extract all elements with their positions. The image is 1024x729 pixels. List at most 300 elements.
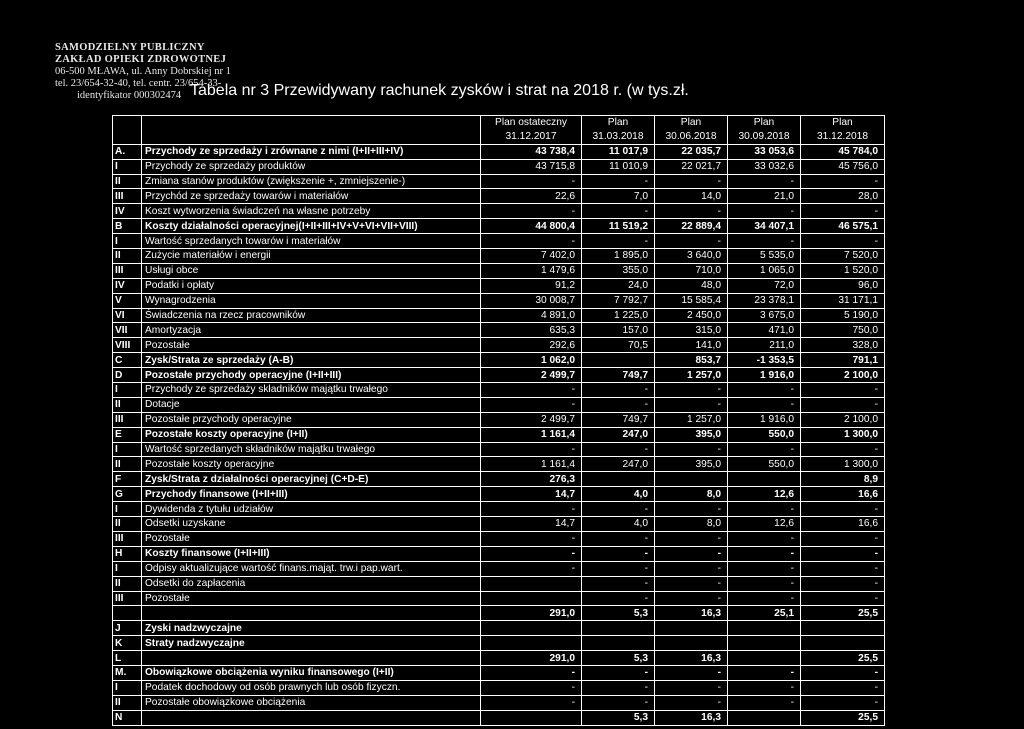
row-value: -	[582, 383, 655, 398]
row-number: I	[113, 159, 142, 174]
row-number: G	[113, 487, 142, 502]
row-value: -	[801, 695, 885, 710]
row-number: II	[113, 174, 142, 189]
row-value: 22 035,7	[655, 144, 728, 159]
column-header: Plan	[655, 116, 728, 130]
row-value: -	[728, 204, 801, 219]
row-value: 16,6	[801, 487, 885, 502]
row-value: 5 535,0	[728, 249, 801, 264]
row-value: -	[655, 234, 728, 249]
row-value: -	[481, 383, 582, 398]
row-value	[655, 472, 728, 487]
row-value: 8,9	[801, 472, 885, 487]
column-date: 30.09.2018	[728, 130, 801, 144]
table-row	[113, 368, 885, 383]
table-row	[113, 234, 885, 249]
column-date: 31.12.2017	[481, 130, 582, 144]
row-value	[481, 621, 582, 636]
column-header: Plan	[801, 116, 885, 130]
table-body	[113, 144, 885, 725]
row-number	[113, 606, 142, 621]
row-value: -	[481, 665, 582, 680]
row-number: III	[113, 531, 142, 546]
table-row	[113, 561, 885, 576]
row-value: -	[582, 174, 655, 189]
row-value: -	[582, 680, 655, 695]
row-value: -	[728, 665, 801, 680]
row-value: -	[481, 234, 582, 249]
row-number: L	[113, 651, 142, 666]
row-value	[481, 591, 582, 606]
row-value: -	[481, 174, 582, 189]
row-value: 11 010,9	[582, 159, 655, 174]
table-row	[113, 397, 885, 412]
row-value: 247,0	[582, 457, 655, 472]
row-value: 22 021,7	[655, 159, 728, 174]
column-header-row-bottom	[113, 130, 885, 144]
row-value: 141,0	[655, 338, 728, 353]
table-row	[113, 651, 885, 666]
row-label: Podatek dochodowy od osób prawnych lub osób fizyczn.	[142, 680, 481, 695]
row-value: -	[582, 397, 655, 412]
row-number: VII	[113, 323, 142, 338]
row-value: 43 715,8	[481, 159, 582, 174]
row-label: Zużycie materiałów i energii	[142, 249, 481, 264]
row-value: -	[481, 561, 582, 576]
table-row	[113, 546, 885, 561]
row-value: -	[481, 502, 582, 517]
row-value: 211,0	[728, 338, 801, 353]
row-value: -	[655, 383, 728, 398]
row-label: Przychód ze sprzedaży towarów i materiałów	[142, 189, 481, 204]
row-value: 635,3	[481, 323, 582, 338]
row-label: Pozostałe	[142, 338, 481, 353]
row-value: 1 916,0	[728, 368, 801, 383]
row-value: -	[801, 665, 885, 680]
row-value: 5 190,0	[801, 308, 885, 323]
column-date: 31.03.2018	[582, 130, 655, 144]
row-value: 24,0	[582, 278, 655, 293]
row-value	[481, 576, 582, 591]
row-value: -	[481, 531, 582, 546]
row-number: I	[113, 383, 142, 398]
row-label: Odsetki uzyskane	[142, 517, 481, 532]
row-value: -	[728, 234, 801, 249]
header-line-3: 06-500 MŁAWA, ul. Anny Dobrskiej nr 1	[55, 66, 231, 77]
row-value	[481, 636, 582, 651]
row-number: III	[113, 591, 142, 606]
row-value: -	[801, 502, 885, 517]
row-value: -	[582, 695, 655, 710]
row-label: Przychody ze sprzedaży i zrównane z nimi (I+II+III+IV)	[142, 144, 481, 159]
row-value: -	[655, 665, 728, 680]
row-label: Pozostałe koszty operacyjne (I+II)	[142, 427, 481, 442]
row-value: -	[481, 546, 582, 561]
row-number: IV	[113, 204, 142, 219]
row-value: -	[582, 234, 655, 249]
row-value: 315,0	[655, 323, 728, 338]
row-value: 12,6	[728, 487, 801, 502]
row-label: Pozostałe	[142, 591, 481, 606]
row-value: 23 378,1	[728, 293, 801, 308]
table-row	[113, 457, 885, 472]
row-number: N	[113, 710, 142, 725]
row-value: -	[801, 234, 885, 249]
table-row	[113, 502, 885, 517]
table-row	[113, 665, 885, 680]
table-row	[113, 219, 885, 234]
table-row	[113, 710, 885, 725]
row-value: 4,0	[582, 487, 655, 502]
table-row	[113, 695, 885, 710]
row-value: 1 225,0	[582, 308, 655, 323]
row-value: 34 407,1	[728, 219, 801, 234]
row-value: -	[728, 591, 801, 606]
row-value: 16,3	[655, 710, 728, 725]
table-row	[113, 353, 885, 368]
row-value	[655, 636, 728, 651]
row-value: -	[481, 204, 582, 219]
row-number: II	[113, 517, 142, 532]
table-row	[113, 249, 885, 264]
row-label: Przychody ze sprzedaży składników majątku trwałego	[142, 383, 481, 398]
header-line-5: identyfikator 000302474	[77, 90, 182, 101]
table-row	[113, 680, 885, 695]
row-value: 11 519,2	[582, 219, 655, 234]
header-line-4: tel. 23/654-32-40, tel. centr. 23/654-33-	[55, 78, 222, 89]
row-number: I	[113, 442, 142, 457]
row-value: 750,0	[801, 323, 885, 338]
row-number: II	[113, 576, 142, 591]
row-value: 5,3	[582, 606, 655, 621]
table-row	[113, 174, 885, 189]
row-label: Zyski nadzwyczajne	[142, 621, 481, 636]
row-value: 791,1	[801, 353, 885, 368]
row-value: 45 756,0	[801, 159, 885, 174]
row-value: 749,7	[582, 412, 655, 427]
row-value: 25,5	[801, 710, 885, 725]
row-value: 21,0	[728, 189, 801, 204]
table-row	[113, 144, 885, 159]
row-value: 4,0	[582, 517, 655, 532]
row-number: E	[113, 427, 142, 442]
row-label: Koszty finansowe (I+II+III)	[142, 546, 481, 561]
row-value: 710,0	[655, 263, 728, 278]
row-number: II	[113, 249, 142, 264]
row-value: -	[582, 502, 655, 517]
row-value: 157,0	[582, 323, 655, 338]
row-value: 3 640,0	[655, 249, 728, 264]
row-value: -	[728, 680, 801, 695]
row-label: Zmiana stanów produktów (zwiększenie +, zmniejszenie-)	[142, 174, 481, 189]
row-number: II	[113, 457, 142, 472]
row-value: 16,3	[655, 651, 728, 666]
row-value: -	[728, 695, 801, 710]
row-value	[728, 636, 801, 651]
row-value: -	[582, 665, 655, 680]
table-row	[113, 517, 885, 532]
row-label: Podatki i opłaty	[142, 278, 481, 293]
profit-loss-table	[112, 115, 885, 726]
row-value: 12,6	[728, 517, 801, 532]
row-value	[582, 636, 655, 651]
row-value: -	[728, 397, 801, 412]
row-value: -	[582, 576, 655, 591]
column-header: Plan	[728, 116, 801, 130]
row-label: Dywidenda z tytułu udziałów	[142, 502, 481, 517]
row-value: -	[801, 576, 885, 591]
row-value: 5,3	[582, 651, 655, 666]
table-row	[113, 472, 885, 487]
table-row	[113, 576, 885, 591]
row-value: 45 784,0	[801, 144, 885, 159]
row-value: 7 792,7	[582, 293, 655, 308]
row-number: A.	[113, 144, 142, 159]
table-row	[113, 383, 885, 398]
row-value: 1 520,0	[801, 263, 885, 278]
row-value: 2 450,0	[655, 308, 728, 323]
row-number: C	[113, 353, 142, 368]
row-value: -	[655, 442, 728, 457]
row-value: 2 100,0	[801, 368, 885, 383]
row-value: -	[728, 383, 801, 398]
row-value: 1 479,6	[481, 263, 582, 278]
row-label: Amortyzacja	[142, 323, 481, 338]
row-value: -	[582, 531, 655, 546]
row-value: -1 353,5	[728, 353, 801, 368]
row-value: 7 402,0	[481, 249, 582, 264]
table-row	[113, 412, 885, 427]
row-value: 4 891,0	[481, 308, 582, 323]
row-value: 33 053,6	[728, 144, 801, 159]
row-label: Wynagrodzenia	[142, 293, 481, 308]
row-value: 5,3	[582, 710, 655, 725]
table-row	[113, 442, 885, 457]
row-value: -	[728, 561, 801, 576]
row-value: 43 738,4	[481, 144, 582, 159]
row-label: Zysk/Strata z działalności operacyjnej (C+D-E)	[142, 472, 481, 487]
row-value: 91,2	[481, 278, 582, 293]
row-value	[728, 710, 801, 725]
row-label: Obowiązkowe obciążenia wyniku finansowego (I+II)	[142, 665, 481, 680]
row-value: 72,0	[728, 278, 801, 293]
row-value: 96,0	[801, 278, 885, 293]
row-value: 31 171,1	[801, 293, 885, 308]
row-value: 1 300,0	[801, 427, 885, 442]
row-value: 7 520,0	[801, 249, 885, 264]
row-value: 550,0	[728, 457, 801, 472]
row-number: B	[113, 219, 142, 234]
row-number: M.	[113, 665, 142, 680]
row-value: -	[582, 442, 655, 457]
row-value: -	[655, 546, 728, 561]
row-value	[801, 636, 885, 651]
row-label	[142, 606, 481, 621]
row-value: -	[481, 442, 582, 457]
row-label: Koszty działalności operacyjnej(I+II+III+IV+V+VI+VII+VIII)	[142, 219, 481, 234]
row-label: Odsetki do zapłacenia	[142, 576, 481, 591]
row-number: IV	[113, 278, 142, 293]
row-value	[728, 651, 801, 666]
column-date: 31.12.2018	[801, 130, 885, 144]
row-value: 1 062,0	[481, 353, 582, 368]
column-header: Plan	[582, 116, 655, 130]
row-value: 550,0	[728, 427, 801, 442]
row-value: 1 065,0	[728, 263, 801, 278]
row-value: -	[728, 502, 801, 517]
row-value: -	[801, 442, 885, 457]
row-value: -	[582, 561, 655, 576]
table-row	[113, 427, 885, 442]
table-row	[113, 189, 885, 204]
row-number: V	[113, 293, 142, 308]
row-number: F	[113, 472, 142, 487]
row-number: III	[113, 412, 142, 427]
row-value: 15 585,4	[655, 293, 728, 308]
row-value: 8,0	[655, 517, 728, 532]
row-value: -	[481, 680, 582, 695]
row-value: 16,3	[655, 606, 728, 621]
row-value: 276,3	[481, 472, 582, 487]
row-value: -	[801, 383, 885, 398]
table-row	[113, 606, 885, 621]
row-value: 30 008,7	[481, 293, 582, 308]
row-label: Odpisy aktualizujące wartość finans.mająt. trw.i pap.wart.	[142, 561, 481, 576]
row-value: 46 575,1	[801, 219, 885, 234]
row-value: 292,6	[481, 338, 582, 353]
row-value: -	[801, 546, 885, 561]
row-label	[142, 710, 481, 725]
row-value: -	[655, 695, 728, 710]
row-value: 44 800,4	[481, 219, 582, 234]
row-value: 395,0	[655, 427, 728, 442]
row-value: -	[801, 397, 885, 412]
row-label: Dotacje	[142, 397, 481, 412]
row-value: 2 100,0	[801, 412, 885, 427]
row-value: 1 257,0	[655, 412, 728, 427]
row-value: -	[582, 546, 655, 561]
row-value: -	[655, 204, 728, 219]
table-row	[113, 591, 885, 606]
row-value: -	[728, 174, 801, 189]
row-value: 22,6	[481, 189, 582, 204]
row-value: 2 499,7	[481, 368, 582, 383]
row-value: -	[582, 591, 655, 606]
table-title: Tabela nr 3 Przewidywany rachunek zysków i strat na 2018 r. (w tys.zł.	[190, 82, 689, 99]
row-value: 22 889,4	[655, 219, 728, 234]
row-number: II	[113, 695, 142, 710]
row-value: 1 895,0	[582, 249, 655, 264]
row-value: -	[481, 695, 582, 710]
row-value	[582, 353, 655, 368]
row-value: 25,5	[801, 651, 885, 666]
table-row	[113, 531, 885, 546]
row-number: VIII	[113, 338, 142, 353]
row-number: J	[113, 621, 142, 636]
table-row	[113, 308, 885, 323]
row-value: 1 300,0	[801, 457, 885, 472]
row-value: -	[655, 561, 728, 576]
header-line-2: ZAKŁAD OPIEKI ZDROWOTNEJ	[55, 54, 227, 65]
row-value: 70,5	[582, 338, 655, 353]
row-value: -	[655, 174, 728, 189]
row-value: -	[801, 531, 885, 546]
row-value: 16,6	[801, 517, 885, 532]
row-value: 28,0	[801, 189, 885, 204]
row-label: Usługi obce	[142, 263, 481, 278]
column-header-row-top	[113, 116, 885, 130]
row-label: Przychody ze sprzedaży produktów	[142, 159, 481, 174]
row-value: 14,0	[655, 189, 728, 204]
row-label: Świadczenia na rzecz pracowników	[142, 308, 481, 323]
row-label: Pozostałe koszty operacyjne	[142, 457, 481, 472]
row-value: -	[655, 502, 728, 517]
row-value: 1 916,0	[728, 412, 801, 427]
row-value: -	[801, 680, 885, 695]
row-value: 7,0	[582, 189, 655, 204]
table-row	[113, 338, 885, 353]
row-value	[728, 621, 801, 636]
row-label: Straty nadzwyczajne	[142, 636, 481, 651]
row-value: -	[801, 561, 885, 576]
row-label: Zysk/Strata ze sprzedaży (A-B)	[142, 353, 481, 368]
row-value	[728, 472, 801, 487]
row-label: Przychody finansowe (I+II+III)	[142, 487, 481, 502]
row-number: D	[113, 368, 142, 383]
row-value: -	[655, 591, 728, 606]
table-row	[113, 159, 885, 174]
row-value: -	[481, 397, 582, 412]
row-value	[582, 621, 655, 636]
row-label: Koszt wytworzenia świadczeń na własne potrzeby	[142, 204, 481, 219]
row-value: 1 257,0	[655, 368, 728, 383]
row-number: K	[113, 636, 142, 651]
row-value: 471,0	[728, 323, 801, 338]
row-value: 14,7	[481, 487, 582, 502]
row-label: Wartość sprzedanych towarów i materiałów	[142, 234, 481, 249]
row-label: Pozostałe	[142, 531, 481, 546]
row-value: 1 161,4	[481, 457, 582, 472]
column-header: Plan ostateczny	[481, 116, 582, 130]
row-value: 25,1	[728, 606, 801, 621]
table-row	[113, 621, 885, 636]
row-value: -	[655, 576, 728, 591]
row-value: -	[728, 442, 801, 457]
row-value: -	[801, 174, 885, 189]
table-row	[113, 263, 885, 278]
row-value: 25,5	[801, 606, 885, 621]
row-label: Pozostałe przychody operacyjne (I+II+III)	[142, 368, 481, 383]
table-row	[113, 323, 885, 338]
row-value: 14,7	[481, 517, 582, 532]
row-value	[655, 621, 728, 636]
row-value: 291,0	[481, 651, 582, 666]
row-value	[481, 710, 582, 725]
row-number: VI	[113, 308, 142, 323]
row-value: 8,0	[655, 487, 728, 502]
row-value: 3 675,0	[728, 308, 801, 323]
row-value: 328,0	[801, 338, 885, 353]
row-value: 11 017,9	[582, 144, 655, 159]
table-row	[113, 293, 885, 308]
row-value: 33 032,6	[728, 159, 801, 174]
row-value: -	[582, 204, 655, 219]
row-value: -	[655, 680, 728, 695]
row-value: 247,0	[582, 427, 655, 442]
row-value: -	[801, 591, 885, 606]
row-number: I	[113, 561, 142, 576]
row-label: Wartość sprzedanych składników majątku trwałego	[142, 442, 481, 457]
